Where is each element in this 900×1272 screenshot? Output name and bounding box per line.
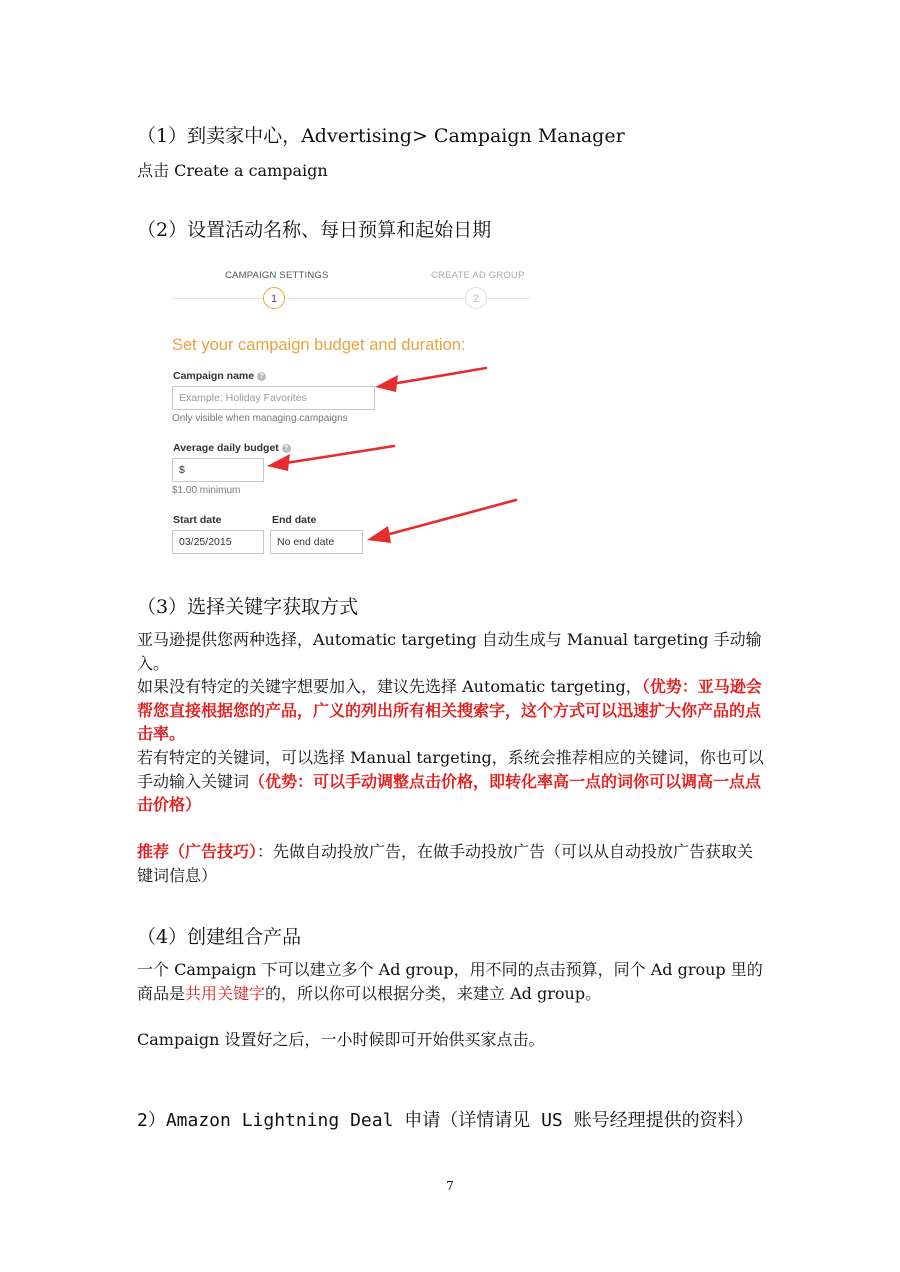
section-3-para-2: 如果没有特定的关键字想要加入，建议先选择 Automatic targeting，（优势：亚马逊会帮您直接根据您的产品，广义的列出所有相关搜索字，这个方式可以迅速扩大你产品的点击率。: [137, 677, 762, 743]
start-date-input[interactable]: 03/25/2015: [172, 530, 264, 554]
help-icon[interactable]: ?: [257, 372, 266, 381]
start-date-label: Start date: [173, 514, 222, 526]
daily-budget-label: Average daily budget ?: [173, 442, 291, 454]
section-3-heading: （3）选择关键字获取方式: [137, 596, 359, 618]
section-1-heading: （1）到卖家中心，Advertising> Campaign Manager: [137, 125, 625, 147]
arrow-icon: [375, 368, 486, 392]
page-number: 7: [446, 1179, 454, 1193]
arrow-icon: [267, 446, 394, 471]
section-4-heading: （4）创建组合产品: [137, 926, 302, 948]
section-3-para-3: 若有特定的关键词，可以选择 Manual targeting，系统会推荐相应的关键词，你也可以手动输入关键词（优势：可以手动调整点击价格，即转化率高一点的词你可以调高一点点击价格）: [137, 748, 764, 814]
campaign-name-label: Campaign name ?: [173, 370, 266, 382]
step-1-circle: 1: [263, 287, 285, 309]
section-3-tip: 推荐（广告技巧）：先做自动投放广告，在做手动投放广告（可以从自动投放广告获取关键词信息）: [137, 842, 754, 885]
step-2-label: CREATE AD GROUP: [431, 270, 525, 281]
red-arrows: [160, 258, 540, 563]
section-4-para-1: 一个 Campaign 下可以建立多个 Ad group，用不同的点击预算，同个 Ad group 里的商品是共用关键字的，所以你可以根据分类，来建立 Ad group。: [137, 960, 763, 1003]
section-2-heading: （2）设置活动名称、每日预算和起始日期: [137, 219, 492, 241]
campaign-name-hint: Only visible when managing campaigns: [172, 413, 348, 424]
daily-budget-input[interactable]: $: [172, 458, 264, 482]
campaign-settings-screenshot: [160, 258, 540, 563]
end-date-input[interactable]: No end date: [270, 530, 363, 554]
form-title: Set your campaign budget and duration:: [172, 336, 466, 354]
section-5-heading: 2）Amazon Lightning Deal 申请（详情请见 US 账号经理提供的资料）: [137, 1110, 754, 1131]
help-icon[interactable]: ?: [282, 444, 291, 453]
end-date-label: End date: [272, 514, 317, 526]
campaign-name-input[interactable]: Example: Holiday Favorites: [172, 386, 375, 410]
step-2-circle: 2: [465, 287, 487, 309]
step-1-label: CAMPAIGN SETTINGS: [225, 270, 329, 281]
section-3-para-1: 亚马逊提供您两种选择，Automatic targeting 自动生成与 Manual targeting 手动输入。: [137, 630, 762, 673]
section-1-text: 点击 Create a campaign: [137, 161, 328, 180]
section-4-para-2: Campaign 设置好之后，一小时候即可开始供买家点击。: [137, 1030, 545, 1049]
daily-budget-hint: $1.00 minimum: [172, 485, 241, 496]
arrow-icon: [367, 500, 516, 543]
